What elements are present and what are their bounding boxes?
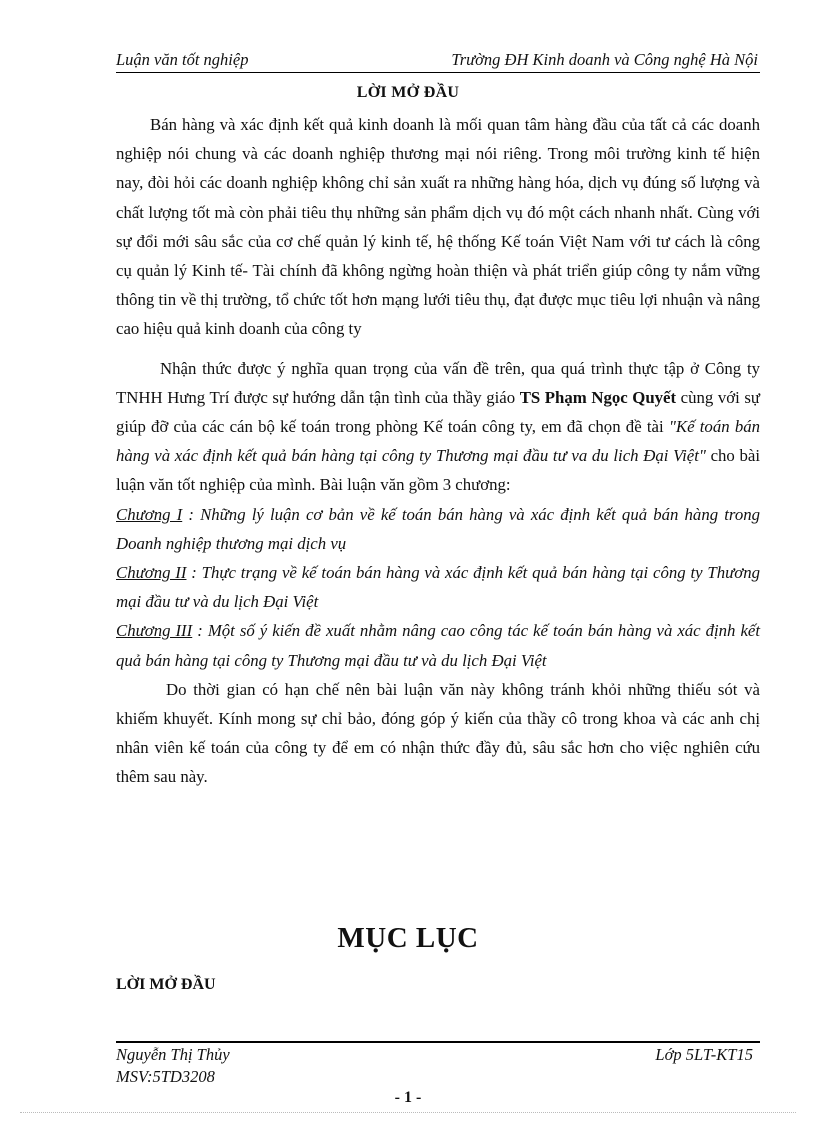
closing-paragraph: Do thời gian có hạn chế nên bài luận văn này không tránh khỏi những thiếu sót và khiếm khuyết. Kính mong sự chỉ bảo, đóng góp ý kiến của thầy cô trong khoa và các anh chị nhân viên kế toán của công ty để em có nhận thức đầy đủ, sâu sắc hơn cho việc nghiên cứu thêm sau này. — [116, 679, 760, 787]
motivation-text-3: cho bài luận văn tốt nghiệp của mình. Bài luận văn gồm 3 chương: — [116, 446, 760, 495]
header-university-name: Trường ĐH Kinh doanh và Công nghệ Hà Nội — [451, 50, 758, 69]
toc-title: MỤC LỤC — [337, 922, 479, 954]
footer-class: Lớp 5LT-KT15 — [655, 1045, 753, 1064]
chapter-item-2 — [116, 558, 760, 616]
chapter-label: Chương III — [116, 621, 193, 641]
footer-author-name: Nguyễn Thị Thủy — [116, 1045, 230, 1064]
chapter-description: : Một số ý kiến đề xuất nhằm nâng cao công tác kế toán bán hàng và xác định kết quả bán hàng tại công ty Thương mại đầu tư và du lịch Đại Việt — [116, 621, 760, 670]
chapter-item-3 — [116, 616, 760, 674]
page-number: - 1 - — [394, 1089, 422, 1106]
footer-student-id: MSV:5TD3208 — [116, 1067, 215, 1086]
toc-entry: LỜI MỞ ĐẦU — [116, 976, 216, 993]
page-bottom-divider — [20, 1112, 796, 1113]
section-title: LỜI MỞ ĐẦU — [356, 84, 460, 101]
thesis-topic: "Kế toán bán hàng và xác định kết quả bán hàng tại công ty Thương mại đầu tư va du lich Đại Việt" — [116, 417, 760, 466]
page-header — [116, 50, 760, 73]
chapter-description: : Thực trạng về kế toán bán hàng và xác định kết quả bán hàng tại công ty Thương mại đầu tư và du lịch Đại Việt — [116, 563, 760, 612]
document-body — [116, 110, 760, 792]
chapter-label: Chương I — [116, 504, 183, 524]
footer-divider — [116, 1041, 760, 1043]
intro-paragraph: Bán hàng và xác định kết quả kinh doanh là mối quan tâm hàng đầu của tất cả các doanh nghiệp nói chung và các doanh nghiệp thương mại nói riêng. Trong môi trường kinh tế hiện nay, đòi hỏi các doanh nghiệp không chỉ sản xuất ra những hàng hóa, dịch vụ đúng số lượng và chất lượng tốt mà còn phải tiêu thụ những sản phẩm dịch vụ đó một cách nhanh nhất. Cùng với sự đổi mới sâu sắc của cơ chế quản lý kinh tế, hệ thống Kế toán Việt Nam với tư cách là công cụ quản lý Kinh tế- Tài chính đã không ngừng hoàn thiện và phát triển giúp công ty nắm vững thông tin về thị trường, tổ chức tốt hơn mạng lưới tiêu thụ, đạt được mục tiêu lợi nhuận và nâng cao hiệu quả kinh doanh của công ty — [116, 115, 760, 339]
chapter-description: : Những lý luận cơ bản về kế toán bán hàng và xác định kết quả bán hàng trong Doanh nghiệp thương mại dịch vụ — [116, 504, 760, 553]
chapter-item-1 — [116, 500, 760, 558]
chapter-label: Chương II — [116, 563, 187, 583]
header-thesis-label: Luận văn tốt nghiệp — [116, 50, 249, 69]
motivation-text-2: cùng với sự giúp đỡ của các cán bộ kế toán trong phòng Kế toán công ty, em đã chọn đề tài — [116, 387, 760, 437]
motivation-text-1: Nhận thức được ý nghĩa quan trọng của vấn đề trên, qua quá trình thực tập ở Công ty TNHH Hưng Trí được sự hướng dẫn tận tình của thầy giáo — [116, 358, 760, 407]
motivation-paragraph — [116, 354, 760, 500]
teacher-name: TS Phạm Ngọc Quyết — [519, 387, 677, 407]
